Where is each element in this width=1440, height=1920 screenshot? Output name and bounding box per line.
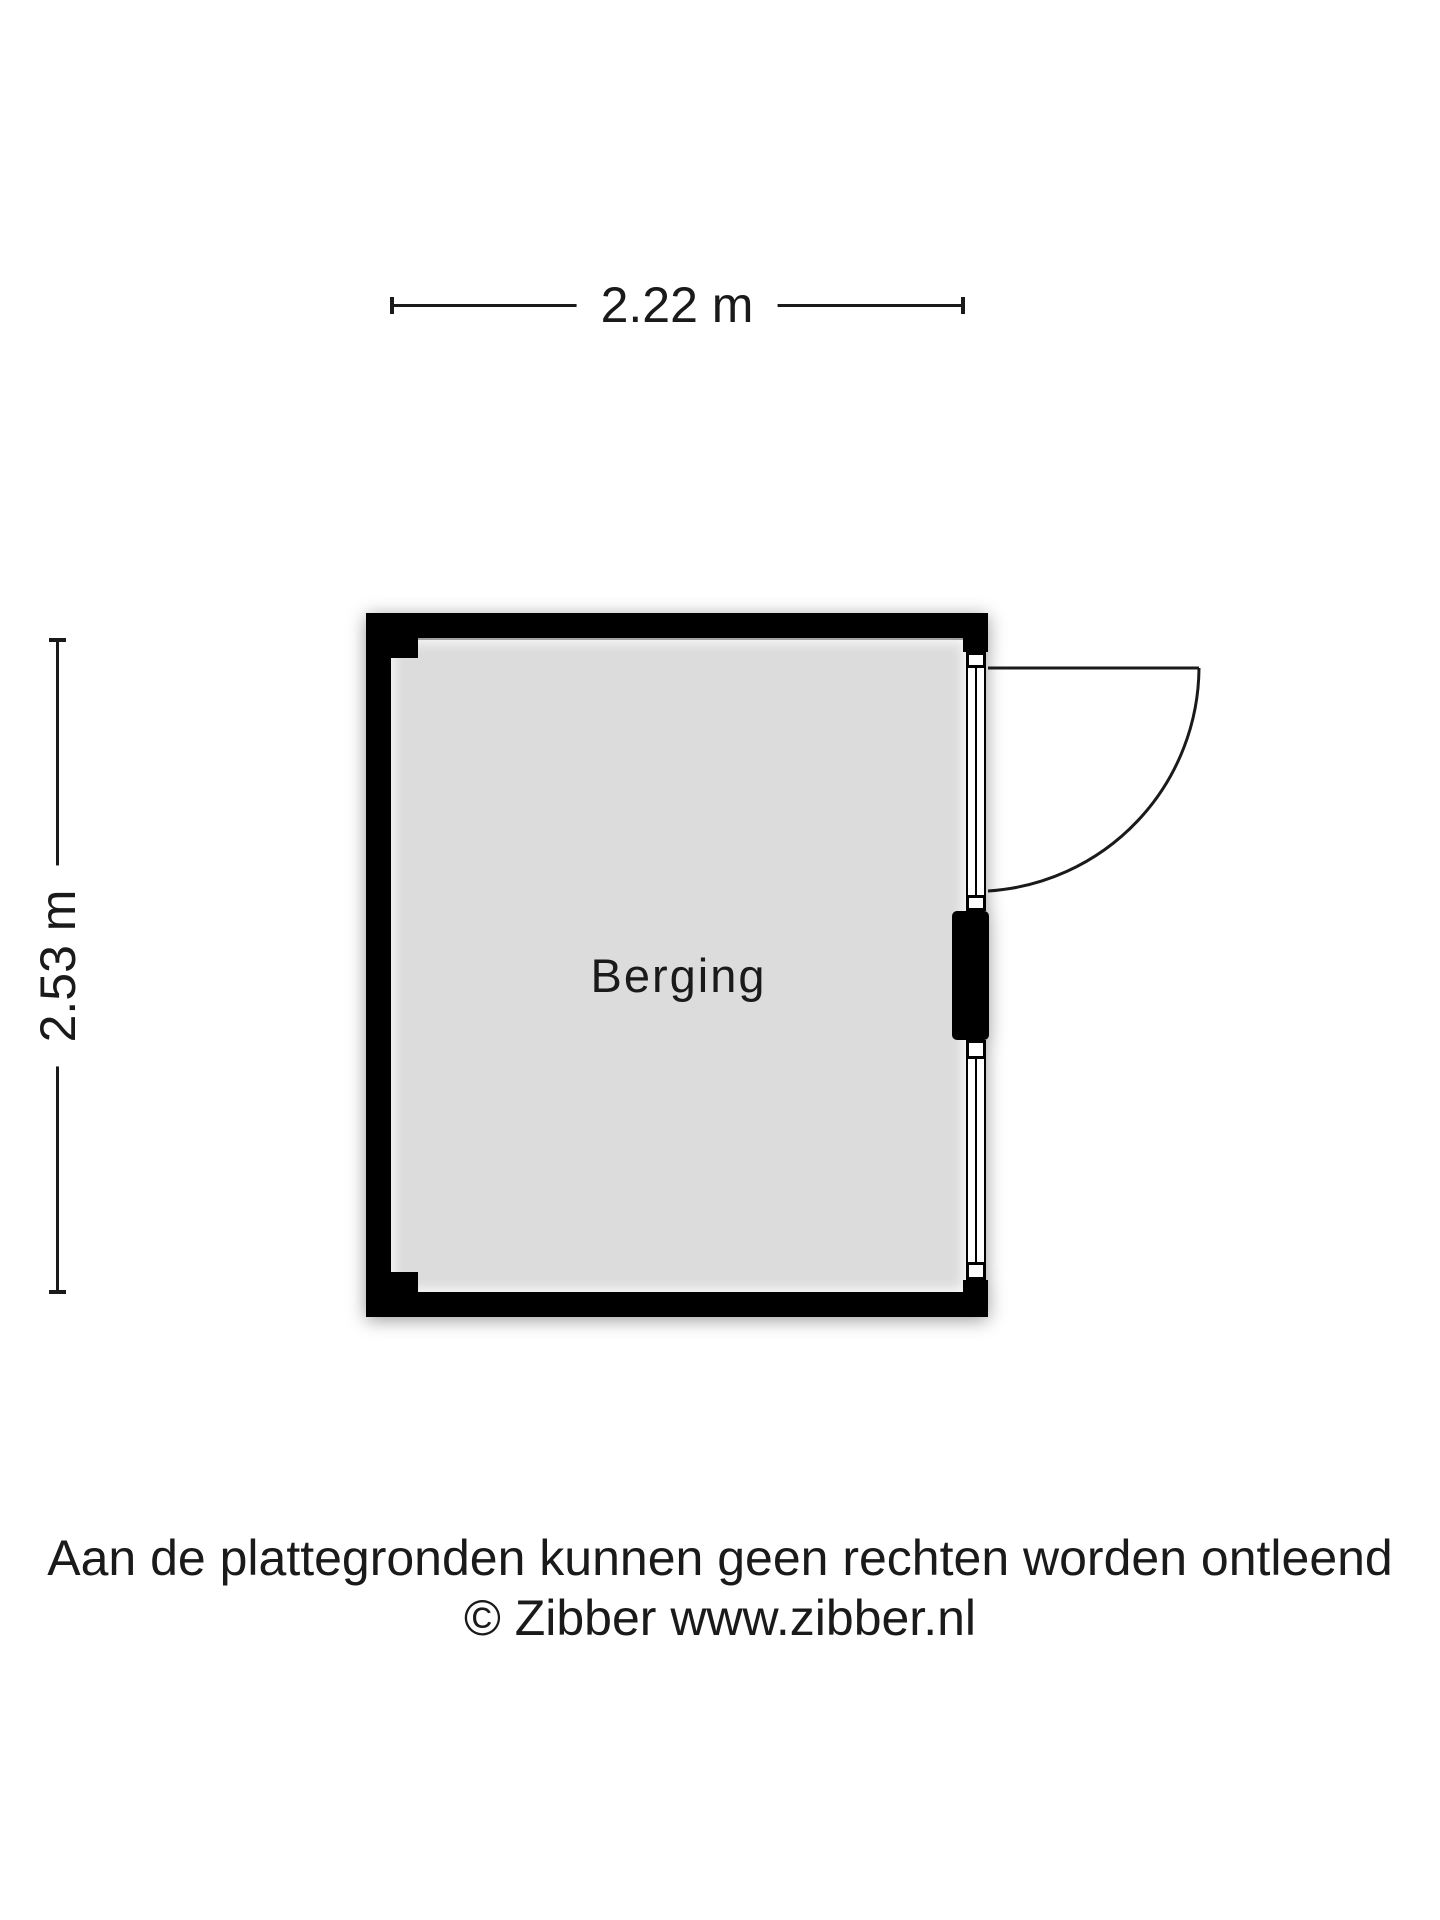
window-frame-mid-lower [966,1040,986,1059]
window-upper [966,668,986,895]
disclaimer-text: Aan de plattegronden kunnen geen rechten worden ontleend [47,1530,1393,1586]
copyright-text: © Zibber www.zibber.nl [463,1590,977,1646]
window-frame-mid-upper [966,895,986,911]
dim-top-tick-right [961,297,965,314]
wall-top [366,613,988,638]
window-frame-top [966,652,986,668]
room-berging [366,613,988,1317]
dim-left-label: 2.53 m [30,866,86,1067]
dim-left-tick-bottom [49,1290,66,1294]
window-frame-bottom [966,1262,986,1280]
glass-line-icon [975,668,977,895]
wall-corner-notch-bottom-left [391,1272,418,1292]
wall-bottom [366,1292,988,1317]
footer [0,1528,1440,1648]
room-label: Berging [590,948,767,1002]
window-lower [966,1059,986,1262]
door-leaf [952,911,989,1040]
room-floor [391,640,966,1292]
door-swing-arc [988,668,1199,891]
wall-cap-top-right [963,638,988,652]
wall-left [366,613,391,1317]
wall-cap-bottom-right [963,1280,988,1317]
glass-line-icon [975,1059,977,1262]
wall-corner-notch-top-left [391,638,418,658]
dim-top-label: 2.22 m [577,277,778,333]
